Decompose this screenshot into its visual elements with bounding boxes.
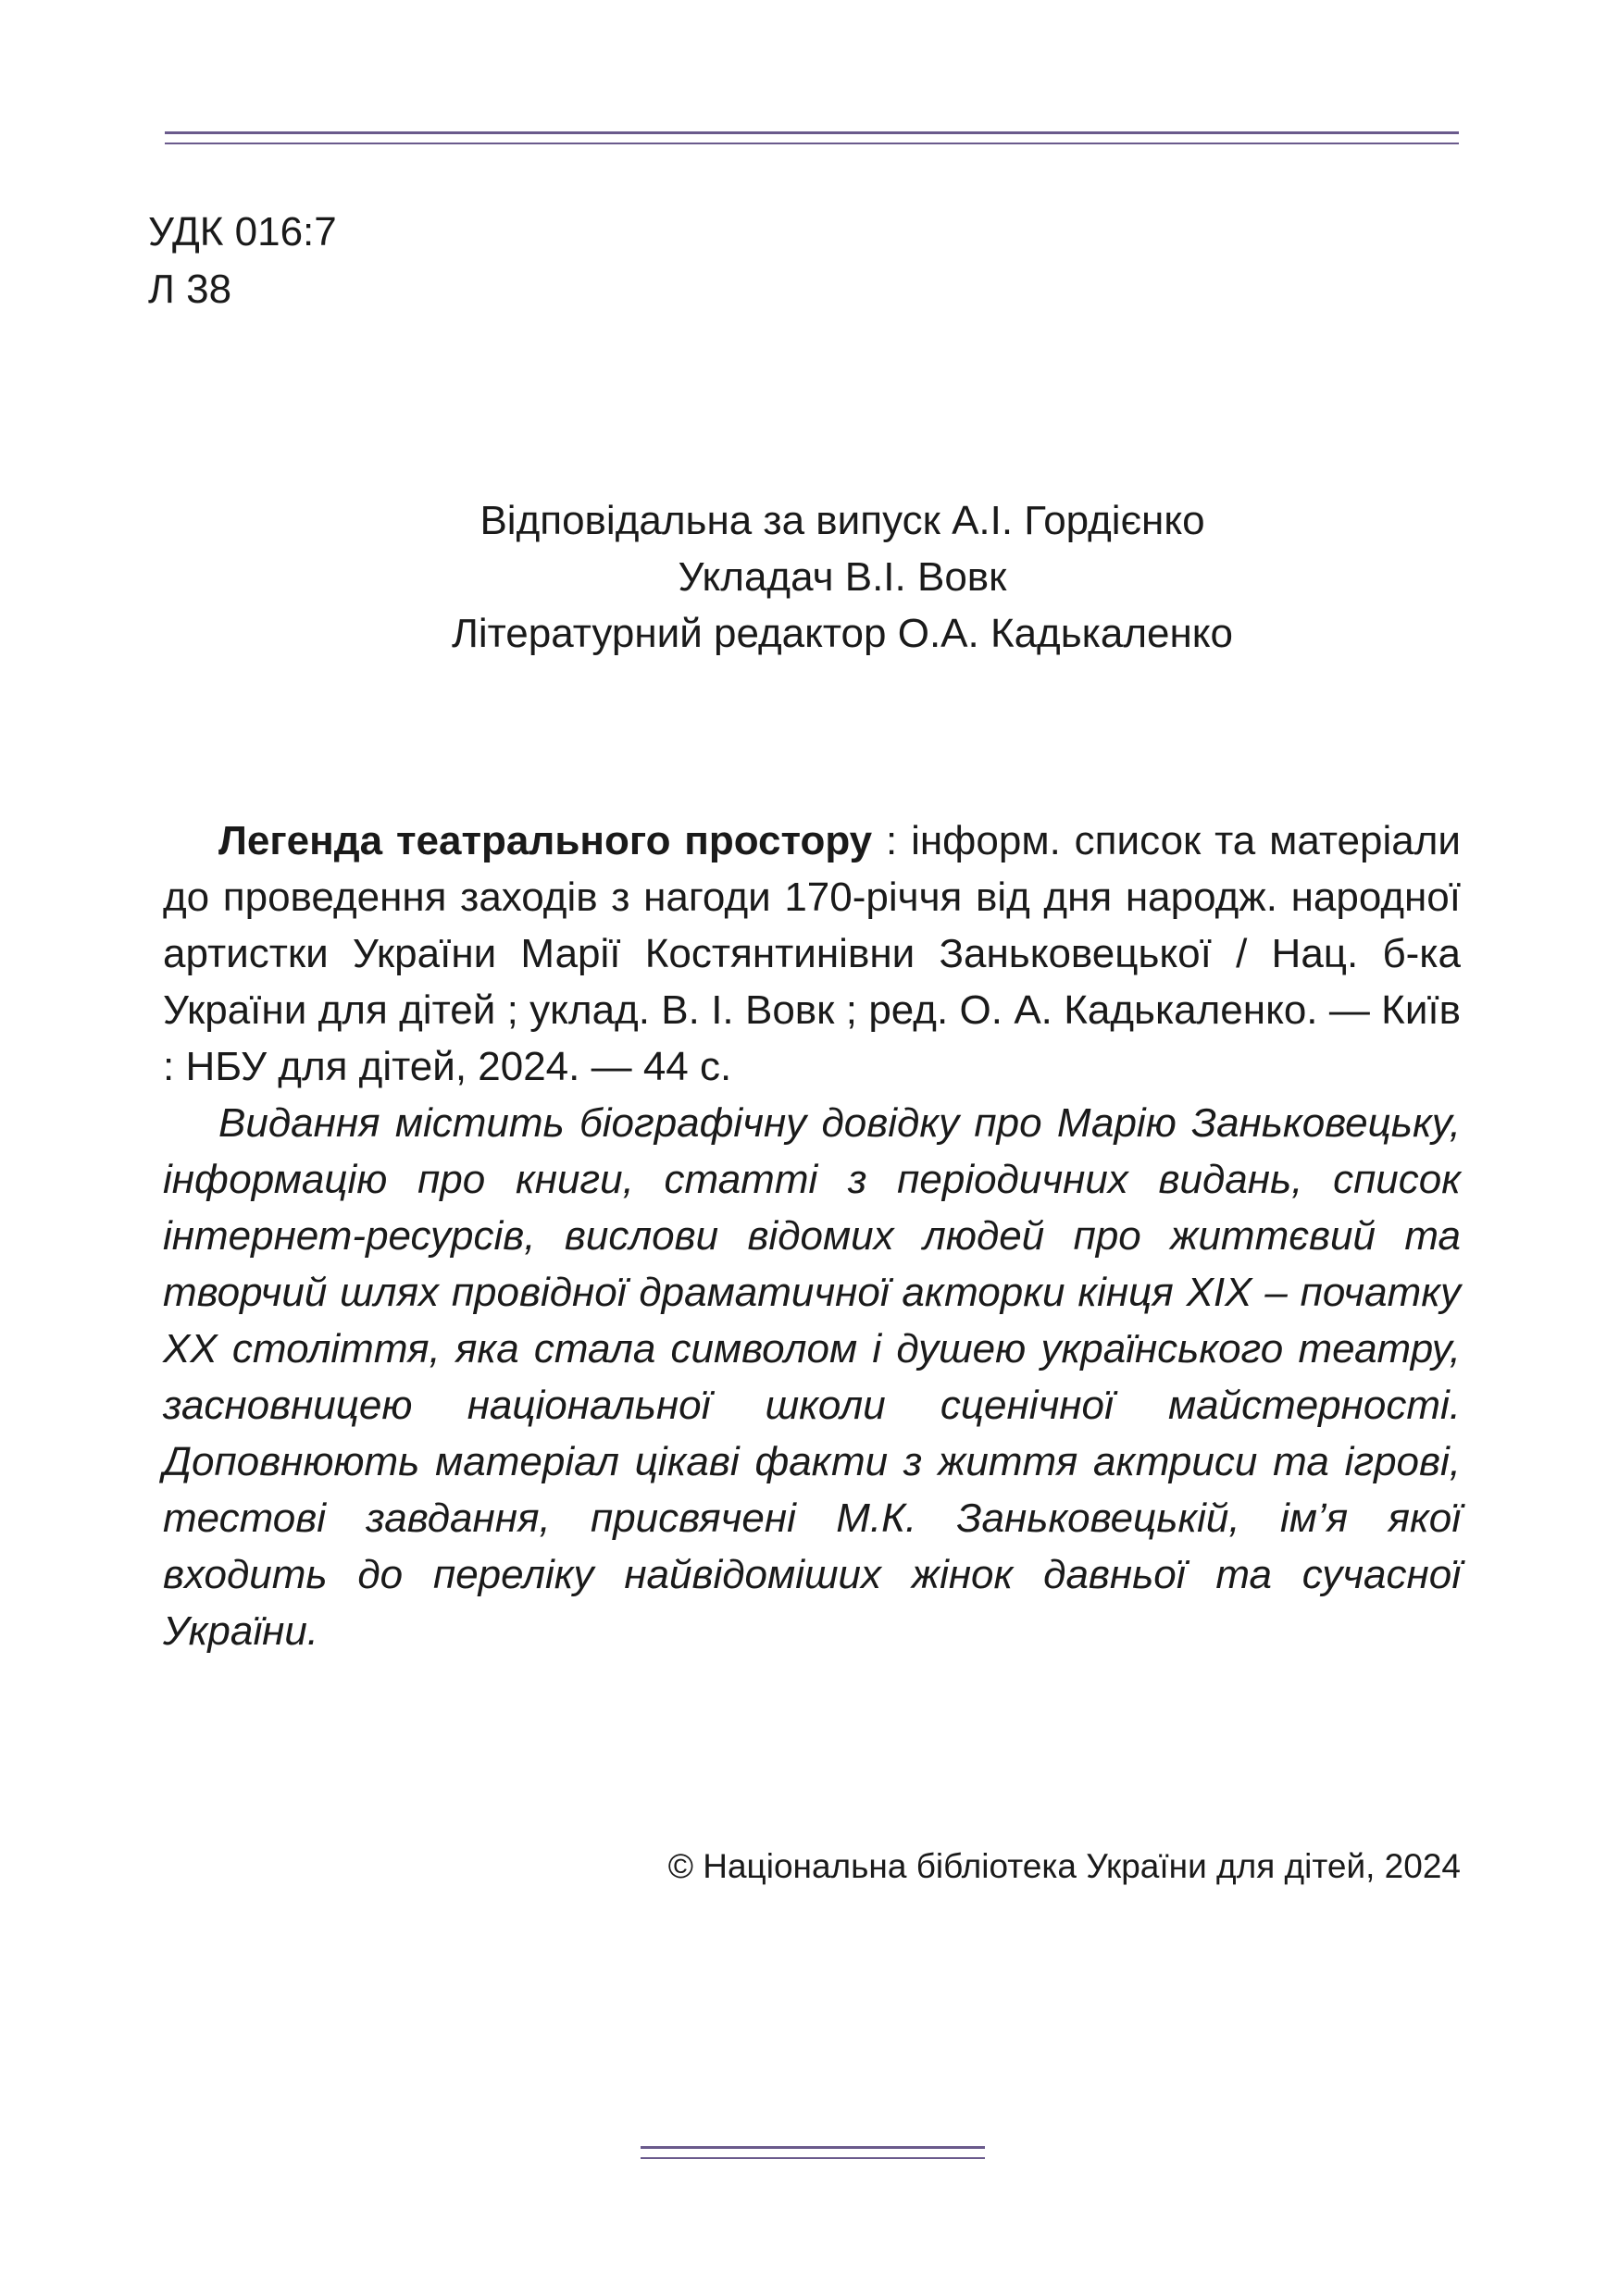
compiler: Укладач В.І. Вовк xyxy=(678,554,1007,600)
responsible-persons xyxy=(352,492,1333,662)
literary-editor: Літературний редактор О.А. Кадькаленко xyxy=(451,611,1234,656)
annotation: Видання містить біографічну довідку про Марію Заньковецьку, інформацію про книги, статті з періодичних видань, список інтернет-ресурсів, вислови відомих людей про життєвий та творчий шлях провідної драматичної акторки кінця XIX – початку XX століття, яка стала символом і душею українського театру, засновницею національної школи сценічної майстерності. Доповнюють матеріал цікаві факти з життя актриси та ігрові, тестові завдання, присвячені М.К. Заньковецькій, ім’я якої входить до переліку найвідоміших жінок давньої та сучасної України. xyxy=(163,1100,1461,1654)
description-text: : інформ. список та матеріали до проведення заходів з нагоди 170-річчя від дня народж. народної артистки України Марії Костянтинівни Заньковецької / Нац. б-ка України для дітей ; уклад. В. І. Вовк ; ред. О. А. Кадькаленко. — Київ : НБУ для дітей, 2024. — 44 с. xyxy=(163,818,1461,1089)
top-rule-1 xyxy=(165,131,1459,134)
bottom-rule-2 xyxy=(641,2157,985,2159)
book-title: Легенда театрального простору xyxy=(218,818,873,863)
release-responsible: Відповідальна за випуск А.І. Гордієнко xyxy=(479,498,1205,543)
top-rule-2 xyxy=(165,143,1459,144)
bibliographic-description xyxy=(163,813,1461,1095)
udk-code: УДК 016:7 xyxy=(148,209,337,254)
copyright-notice: © Національна бібліотека України для дітей, 2024 xyxy=(667,1847,1461,1885)
udk-block xyxy=(148,204,337,318)
bibliographic-record xyxy=(163,813,1461,1659)
author-mark: Л 38 xyxy=(148,267,232,312)
bottom-rule-1 xyxy=(641,2146,985,2149)
